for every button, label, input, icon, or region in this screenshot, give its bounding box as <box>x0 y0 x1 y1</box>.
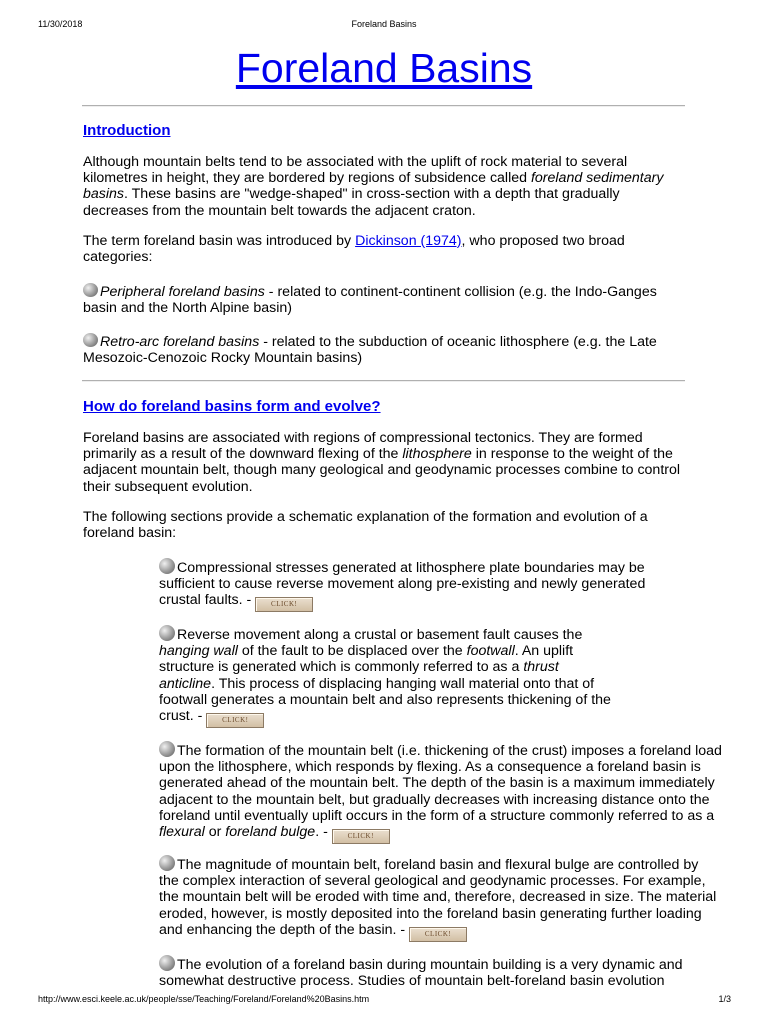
section-compressional-stresses: Compressional stresses generated at lithosphere plate boundaries may be sufficient to cause reverse movement along pre-existing and newly generated crustal faults. - CLICK! <box>159 558 679 612</box>
click-button[interactable]: CLICK! <box>332 829 390 844</box>
emphasis: foreland sedimentary basins <box>83 170 664 203</box>
sphere-bullet-icon <box>83 283 98 297</box>
print-footer <box>0 994 768 1008</box>
page-title: Foreland Basins <box>235 45 533 91</box>
intro-paragraph-1: Although mountain belts tend to be associated with the uplift of rock material to several kilometres in height, they are bordered by regions of subsidence called foreland sedimentary basins. These basins are "wedge-shaped" in cross-section with a depth that gradually decreases from the mountain belt towards the adjacent craton. <box>83 154 664 219</box>
divider <box>82 105 685 107</box>
formation-paragraph-2: The following sections provide a schematic explanation of the formation and evolution of a foreland basin: <box>83 509 648 542</box>
section-evolution: The evolution of a foreland basin during mountain building is a very dynamic and somewhat destructive process. Studies of mountain belt-foreland basin evolution <box>159 957 683 990</box>
formation-heading[interactable]: How do foreland basins form and evolve? <box>83 398 381 415</box>
sphere-bullet-icon <box>83 333 98 347</box>
category-peripheral: Peripheral foreland basins - related to continent-continent collision (e.g. the Indo-Ganges basin and the North Alpine basin) <box>83 284 657 317</box>
dickinson-link[interactable]: Dickinson (1974) <box>355 233 462 249</box>
introduction-heading[interactable]: Introduction <box>83 122 171 139</box>
section-reverse-movement: Reverse movement along a crustal or basement fault causes the hanging wall of the fault to be displaced over the footwall. An uplift structure is generated which is commonly referred to as a thrust anticline. This process of displacing hanging wall material onto that of footwall generates a mountain belt and also represents thickening of the crust. - CLICK! <box>159 625 614 728</box>
section-magnitude: The magnitude of mountain belt, foreland basin and flexural bulge are controlled by the complex interaction of several geological and geodynamic processes. For example, the mountain belt will be eroded with time and, therefore, decreased in size. The material eroded, however, is mostly deposited into the foreland basin generating further loading and enhancing the depth of the basin. - CLICK! <box>159 855 721 942</box>
click-button[interactable]: CLICK! <box>206 713 264 728</box>
divider <box>82 380 685 382</box>
sphere-bullet-icon <box>159 955 175 971</box>
sphere-bullet-icon <box>159 855 175 871</box>
sphere-bullet-icon <box>159 741 175 757</box>
click-button[interactable]: CLICK! <box>409 927 467 942</box>
page-number: 1/3 <box>718 994 731 1004</box>
sphere-bullet-icon <box>159 625 175 641</box>
section-mountain-belt-formation: The formation of the mountain belt (i.e. thickening of the crust) imposes a foreland load upon the lithosphere, which responds by flexing. As a consequence a foreland basin is generated ahead of the mountain belt. The depth of the basin is a maximum immediately adjacent to the mountain belt, but gradually decreases with increasing distance onto the foreland until eventually uplift occurs in the form of a structure commonly referred to as a flexural or foreland bulge. - CLICK! <box>159 741 729 844</box>
sphere-bullet-icon <box>159 558 175 574</box>
print-page-title: Foreland Basins <box>351 19 417 29</box>
print-header <box>0 6 768 29</box>
category-retro-arc: Retro-arc foreland basins - related to the subduction of oceanic lithosphere (e.g. the Late Mesozoic-Cenozoic Rocky Mountain basins) <box>83 334 657 367</box>
print-date: 11/30/2018 <box>38 19 83 29</box>
page-url: http://www.esci.keele.ac.uk/people/sse/Teaching/Foreland/Foreland%20Basins.htm <box>38 994 370 1004</box>
formation-paragraph-1: Foreland basins are associated with regions of compressional tectonics. They are formed primarily as a result of the downward flexing of the lithosphere in response to the weight of the adjacent mountain belt, though many geological and geodynamic processes combine to control their subsequent evolution. <box>83 430 681 495</box>
click-button[interactable]: CLICK! <box>255 597 313 612</box>
intro-paragraph-2: The term foreland basin was introduced by Dickinson (1974), who proposed two broad categories: <box>83 233 625 266</box>
